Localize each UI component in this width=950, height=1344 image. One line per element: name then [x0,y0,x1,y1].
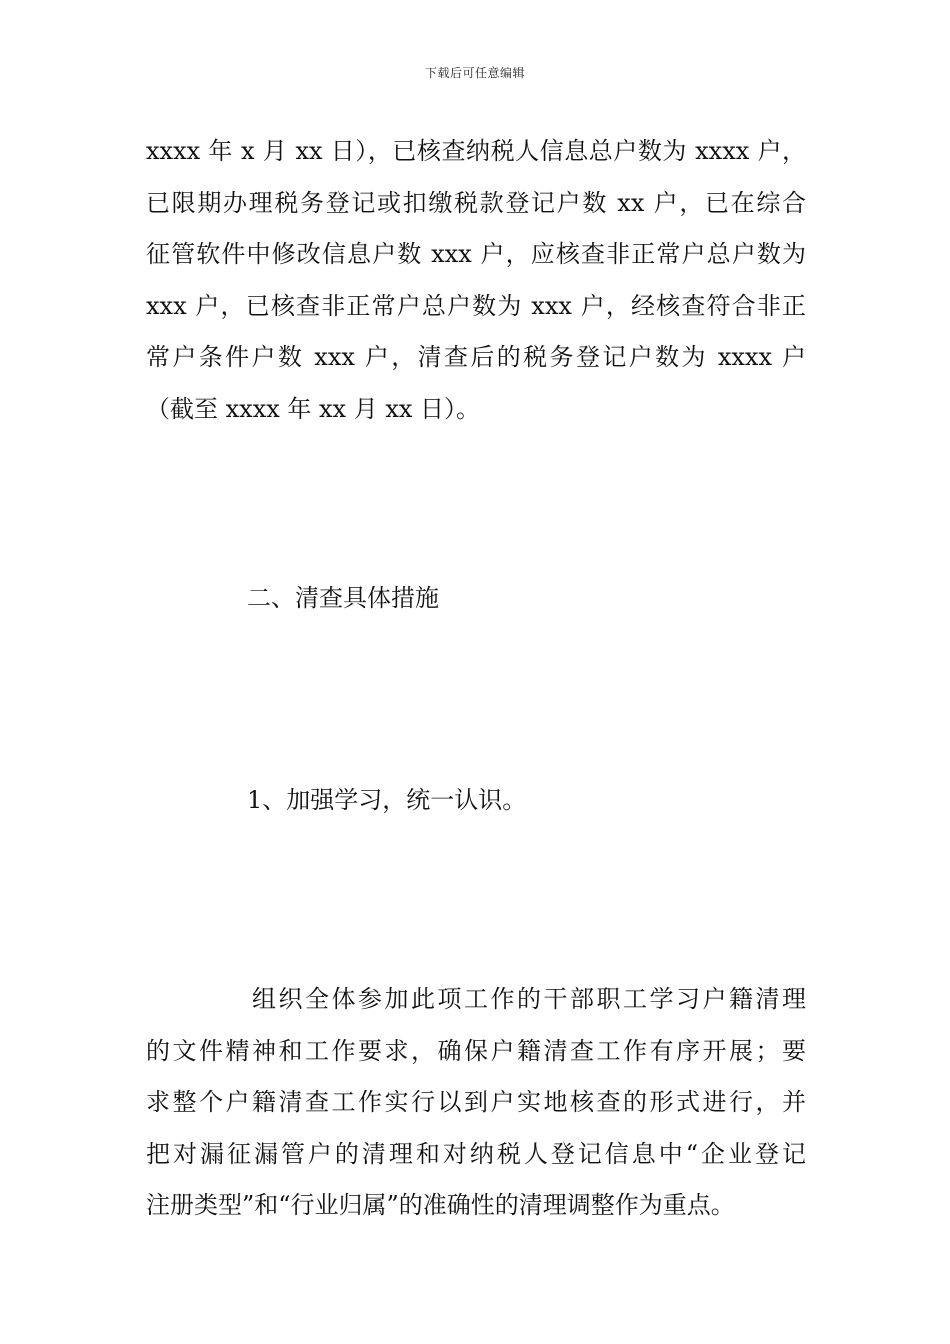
section-heading: 二、清查具体措施 [247,584,439,612]
subsection-heading: 1、加强学习，统一认识。 [247,786,527,814]
paragraph-line: xxx 户，已核查非正常户总户数为 xxx 户，经核查符合非正 [146,291,806,320]
paragraph-study-measures [146,974,806,1232]
paragraph-line: （截至 xxxx 年 xx 月 xx 日）。 [146,394,481,423]
paragraph-line: 把对漏征漏管户的清理和对纳税人登记信息中“企业登记 [146,1139,806,1168]
paragraph-line: xxxx 年 x 月 xx 日），已核查纳税人信息总户数为 xxxx 户， [146,137,806,165]
paragraph-line: 已限期办理税务登记或扣缴税款登记户数 xx 户，已在综合 [146,188,806,217]
paragraph-registration-summary [146,126,806,435]
paragraph-line: 组织全体参加此项工作的干部职工学习户籍清理 [252,985,806,1013]
download-note: 下载后可任意编辑 [424,66,525,80]
paragraph-line: 注册类型”和“行业归属”的准确性的清理调整作为重点。 [146,1191,735,1219]
paragraph-line: 征管软件中修改信息户数 xxx 户，应核查非正常户总户数为 [146,240,806,268]
paragraph-line: 的文件精神和工作要求，确保户籍清查工作有序开展；要 [146,1036,806,1065]
paragraph-line: 常户条件户数 xxx 户，清查后的税务登记户数为 xxxx 户 [146,343,806,371]
paragraph-line: 求整个户籍清查工作实行以到户实地核查的形式进行，并 [146,1088,806,1116]
